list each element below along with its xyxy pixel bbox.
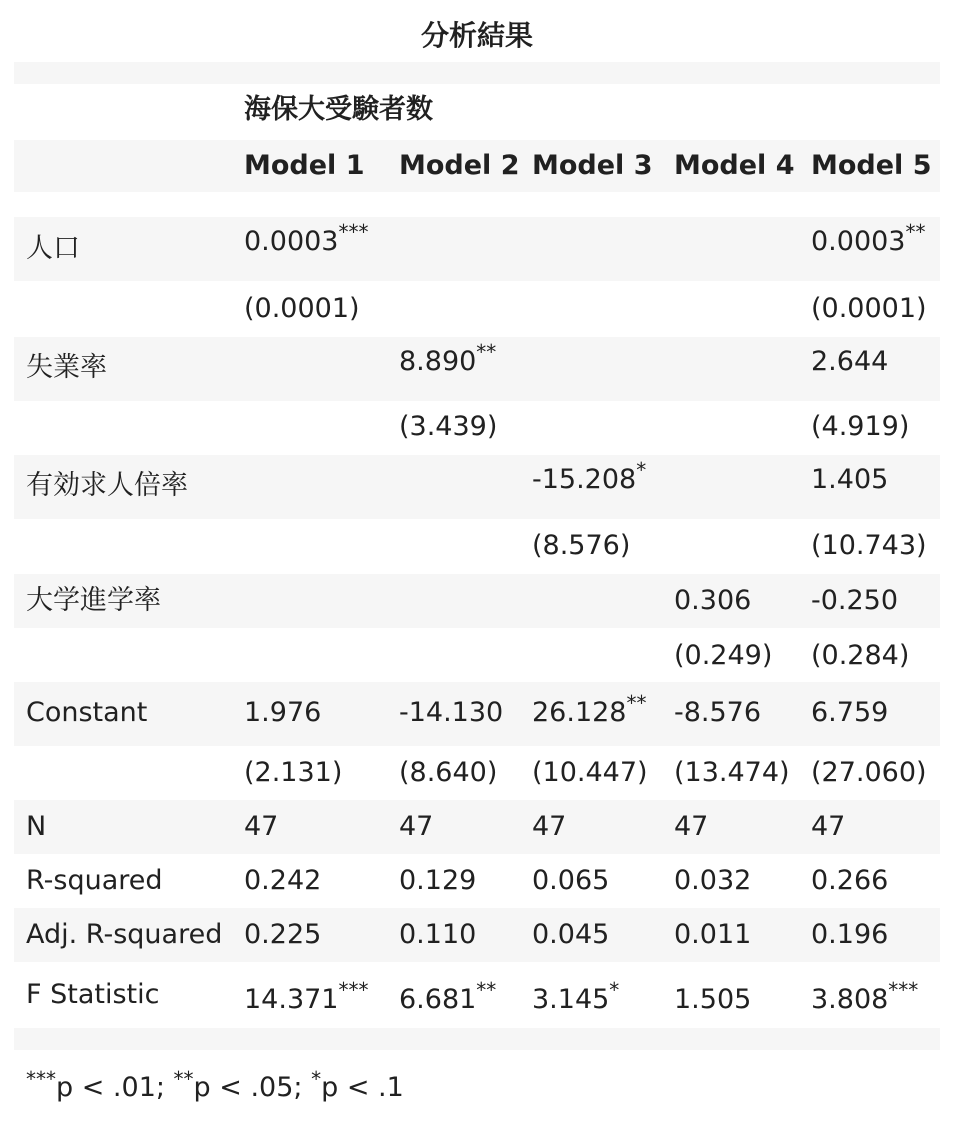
- stat-label-value: F Statistic: [26, 979, 160, 1010]
- significance-stars: **: [905, 220, 926, 244]
- stat-value: [674, 811, 708, 843]
- stat-value-value: 0.129: [399, 865, 477, 896]
- std-error-cell: [244, 293, 360, 325]
- coefficient-cell-value: 0.306: [674, 585, 752, 616]
- coefficient-cell-value: 1.976: [244, 697, 322, 728]
- stat-label-value: N: [26, 811, 47, 842]
- std-error-cell: [532, 757, 648, 789]
- model-header-value: Model 5: [811, 150, 932, 181]
- std-error-cell-value: (8.640): [399, 757, 498, 788]
- stat-value: [811, 865, 888, 897]
- stat-value: [399, 978, 497, 1016]
- stat-label: [26, 979, 159, 1011]
- variable-label-value: 失業率: [26, 352, 107, 383]
- variable-label: [26, 352, 107, 384]
- stat-value: [244, 978, 369, 1016]
- stat-value-value: 47: [811, 811, 846, 842]
- significance-stars: **: [476, 340, 497, 364]
- coefficient-cell: [399, 340, 497, 378]
- std-error-cell: [811, 411, 909, 443]
- coefficient-cell: [244, 697, 321, 729]
- coefficient-cell: [811, 585, 898, 617]
- std-error-cell: [674, 757, 790, 789]
- coefficient-cell-value: -15.208: [532, 464, 637, 495]
- std-error-cell-value: (27.060): [811, 757, 927, 788]
- stat-value: [399, 865, 476, 897]
- std-error-cell: [674, 640, 772, 672]
- model-header: [399, 150, 520, 182]
- std-error-cell-value: (2.131): [244, 757, 343, 788]
- variable-label: [26, 470, 188, 502]
- model-header: [674, 150, 795, 182]
- variable-label-value: 人口: [26, 233, 80, 264]
- stat-value: [674, 919, 751, 951]
- stat-value-value: 0.110: [399, 919, 477, 950]
- stat-value-value: 0.032: [674, 865, 752, 896]
- coefficient-cell-value: -8.576: [674, 697, 762, 728]
- stat-value: [811, 978, 919, 1016]
- coefficient-cell: [811, 464, 888, 496]
- std-error-cell: [399, 411, 497, 443]
- stat-label: [26, 865, 163, 897]
- model-header-value: Model 4: [674, 150, 795, 181]
- significance-stars: ***: [338, 220, 369, 244]
- coefficient-cell-value: 26.128: [532, 697, 627, 728]
- std-error-cell-value: (13.474): [674, 757, 790, 788]
- coefficient-cell-value: 8.890: [399, 346, 477, 377]
- stat-value-value: 0.242: [244, 865, 322, 896]
- model-header-value: Model 3: [532, 150, 653, 181]
- coefficient-cell-value: 6.759: [811, 697, 889, 728]
- row-shading: [14, 1028, 940, 1050]
- coefficient-cell-value: 2.644: [811, 346, 889, 377]
- stat-value-value: 1.505: [674, 984, 752, 1015]
- stat-value-value: 3.808: [811, 984, 889, 1015]
- stat-value-value: 47: [532, 811, 567, 842]
- stat-label: [26, 919, 222, 951]
- std-error-cell-value: (0.0001): [811, 293, 927, 324]
- stat-label: [26, 811, 46, 843]
- std-error-cell-value: (8.576): [532, 530, 631, 561]
- stat-value-value: 3.145: [532, 984, 610, 1015]
- coefficient-cell: [244, 220, 369, 258]
- significance-stars: **: [476, 978, 497, 1002]
- significance-stars: ***: [338, 978, 369, 1002]
- coefficient-cell: [674, 585, 751, 617]
- variable-label: [26, 233, 80, 265]
- stat-value-value: 0.266: [811, 865, 889, 896]
- significance-note: [26, 1068, 404, 1108]
- significance-stars: **: [626, 691, 647, 715]
- variable-label-value: 有効求人倍率: [26, 470, 188, 501]
- note-text-2: p < .05;: [193, 1072, 312, 1103]
- std-error-cell: [532, 530, 630, 562]
- std-error-cell-value: (0.284): [811, 640, 910, 671]
- stat-value: [674, 984, 751, 1016]
- stat-value: [674, 865, 751, 897]
- coefficient-cell: [532, 691, 647, 729]
- std-error-cell: [811, 293, 927, 325]
- std-error-cell: [399, 757, 497, 789]
- coefficient-cell: [674, 697, 761, 729]
- dependent-variable-header-value: 海保大受験者数: [244, 94, 433, 125]
- row-shading: [14, 62, 940, 84]
- coefficient-cell: [811, 220, 926, 258]
- model-header: [244, 150, 365, 182]
- dependent-variable-header: [244, 94, 433, 126]
- coefficient-cell-value: 0.0003: [244, 226, 339, 257]
- stat-value-value: 0.196: [811, 919, 889, 950]
- coefficient-cell: [811, 697, 888, 729]
- stat-value: [532, 978, 620, 1016]
- coefficient-cell-value: 1.405: [811, 464, 889, 495]
- stat-value-value: 14.371: [244, 984, 339, 1015]
- stat-value-value: 0.065: [532, 865, 610, 896]
- note-stars-3: *: [311, 1067, 322, 1091]
- stat-value-value: 0.011: [674, 919, 752, 950]
- stat-value: [811, 811, 845, 843]
- stat-value: [399, 811, 433, 843]
- significance-stars: *: [609, 978, 620, 1002]
- note-stars-1: ***: [26, 1067, 56, 1091]
- stat-value-value: 6.681: [399, 984, 477, 1015]
- stat-value: [244, 865, 321, 897]
- stat-value: [532, 865, 609, 897]
- stat-value-value: 47: [674, 811, 709, 842]
- variable-label: [26, 585, 161, 617]
- stat-value-value: 47: [244, 811, 279, 842]
- stat-value-value: 0.045: [532, 919, 610, 950]
- stat-value: [532, 811, 566, 843]
- stat-value: [244, 811, 278, 843]
- coefficient-cell: [399, 697, 503, 729]
- std-error-cell: [244, 757, 342, 789]
- stat-value: [532, 919, 609, 951]
- significance-stars: *: [636, 458, 647, 482]
- row-shading: [14, 217, 940, 281]
- significance-stars: ***: [888, 978, 919, 1002]
- model-header-value: Model 2: [399, 150, 520, 181]
- std-error-cell: [811, 757, 927, 789]
- stat-value: [811, 919, 888, 951]
- stat-value-value: 47: [399, 811, 434, 842]
- std-error-cell-value: (10.447): [532, 757, 648, 788]
- row-shading: [14, 800, 940, 854]
- stat-value: [244, 919, 321, 951]
- std-error-cell: [811, 640, 909, 672]
- page-title: 分析結果: [420, 19, 533, 52]
- std-error-cell-value: (10.743): [811, 530, 927, 561]
- stat-label-value: Adj. R-squared: [26, 919, 223, 950]
- stat-label-value: R-squared: [26, 865, 163, 896]
- model-header: [532, 150, 653, 182]
- coefficient-cell: [811, 346, 888, 378]
- std-error-cell-value: (0.0001): [244, 293, 360, 324]
- note-text-1: p < .01;: [56, 1072, 174, 1103]
- model-header: [811, 150, 932, 182]
- std-error-cell-value: (0.249): [674, 640, 773, 671]
- coefficient-cell-value: -0.250: [811, 585, 899, 616]
- model-header-value: Model 1: [244, 150, 365, 181]
- coefficient-cell-value: -14.130: [399, 697, 504, 728]
- std-error-cell: [811, 530, 927, 562]
- variable-label-value: Constant: [26, 697, 148, 728]
- std-error-cell-value: (4.919): [811, 411, 910, 442]
- note-text-3: p < .1: [321, 1072, 404, 1103]
- std-error-cell-value: (3.439): [399, 411, 498, 442]
- variable-label-value: 大学進学率: [26, 585, 161, 616]
- stat-value: [399, 919, 476, 951]
- coefficient-cell-value: 0.0003: [811, 226, 906, 257]
- variable-label: [26, 697, 147, 729]
- note-stars-2: **: [173, 1067, 194, 1091]
- coefficient-cell: [532, 458, 647, 496]
- stat-value-value: 0.225: [244, 919, 322, 950]
